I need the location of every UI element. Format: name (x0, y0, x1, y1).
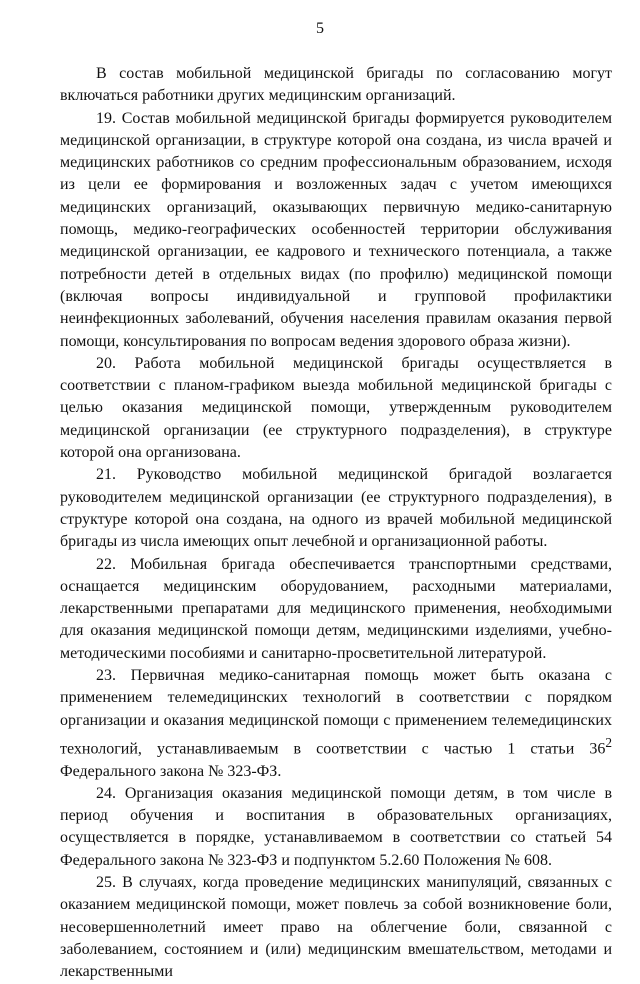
paragraph-23 (60, 665, 612, 783)
paragraph-23-text-after: Федерального закона № 323-ФЗ. (60, 762, 282, 780)
paragraph-staffing-note: В состав мобильной медицинской бригады по согласованию могут включаться работники других медицинским организаций. (60, 65, 612, 105)
paragraph-22: 22. Мобильная бригада обеспечивается транспортными средствами, оснащается медицинским оборудованием, расходными материалами, лекарственными препаратами для медицинского применения, необходимыми для оказания медицинской помощи детям, медицинскими изделиями, учебно-методическими пособиями и санитарно-просветительной литературой. (60, 555, 612, 662)
article-superscript: 2 (605, 734, 612, 750)
paragraph-19: 19. Состав мобильной медицинской бригады формируется руководителем медицинской организации, в структуре которой она создана, из числа врачей и медицинских работников со средним профессиональным образованием, исходя из цели ее формирования и возложенных задач с учетом имеющихся медицинских организаций, оказывающих первичную медико-санитарную помощь, медико-географических особенностей территории обслуживания медицинской организации, ее кадрового и технического потенциала, а также потребности детей в отдельных видах (по профилю) медицинской помощи (включая вопросы индивидуальной и групповой профилактики неинфекционных заболеваний, обучения населения правилам оказания первой помощи, консультирования по вопросам ведения здорового образа жизни). (60, 109, 612, 350)
page-number: 5 (316, 20, 324, 37)
paragraph-20: 20. Работа мобильной медицинской бригады осуществляется в соответствии с планом-графиком выезда мобильной медицинской бригады с целью оказания медицинской помощи, утвержденным руководителем медицинской организации (ее структурного подразделения), в структуре которой она организована. (60, 354, 612, 462)
paragraph-21: 21. Руководство мобильной медицинской бригадой возлагается руководителем медицинской организации (ее структурного подразделения), в структуре которой она создана, на одного из врачей мобильной медицинской бригады из числа имеющих опыт лечебной и организационной работы. (60, 466, 612, 551)
paragraph-23-text-before: 23. Первичная медико-санитарная помощь может быть оказана с применением телемедицинских технологий в соответствии с порядком организации и оказания медицинской помощи с применением телемедицинских технологий, устанавливаемым в соответствии с частью 1 статьи 36 (60, 667, 612, 758)
paragraph-24: 24. Организация оказания медицинской помощи детям, в том числе в период обучения и воспитания в образовательных организациях, осуществляется в порядке, устанавливаемом в соответствии со статьей 54 Федерального закона № 323-ФЗ и подпунктом 5.2.60 Положения № 608. (60, 784, 612, 869)
document-body (60, 63, 612, 984)
paragraph-25: 25. В случаях, когда проведение медицинских манипуляций, связанных с оказанием медицинской помощи, может повлечь за собой возникновение боли, несовершеннолетний имеет право на облегчение боли, связанной с заболеванием, состоянием и (или) медицинским вмешательством, методами и лекарственными (60, 874, 612, 981)
